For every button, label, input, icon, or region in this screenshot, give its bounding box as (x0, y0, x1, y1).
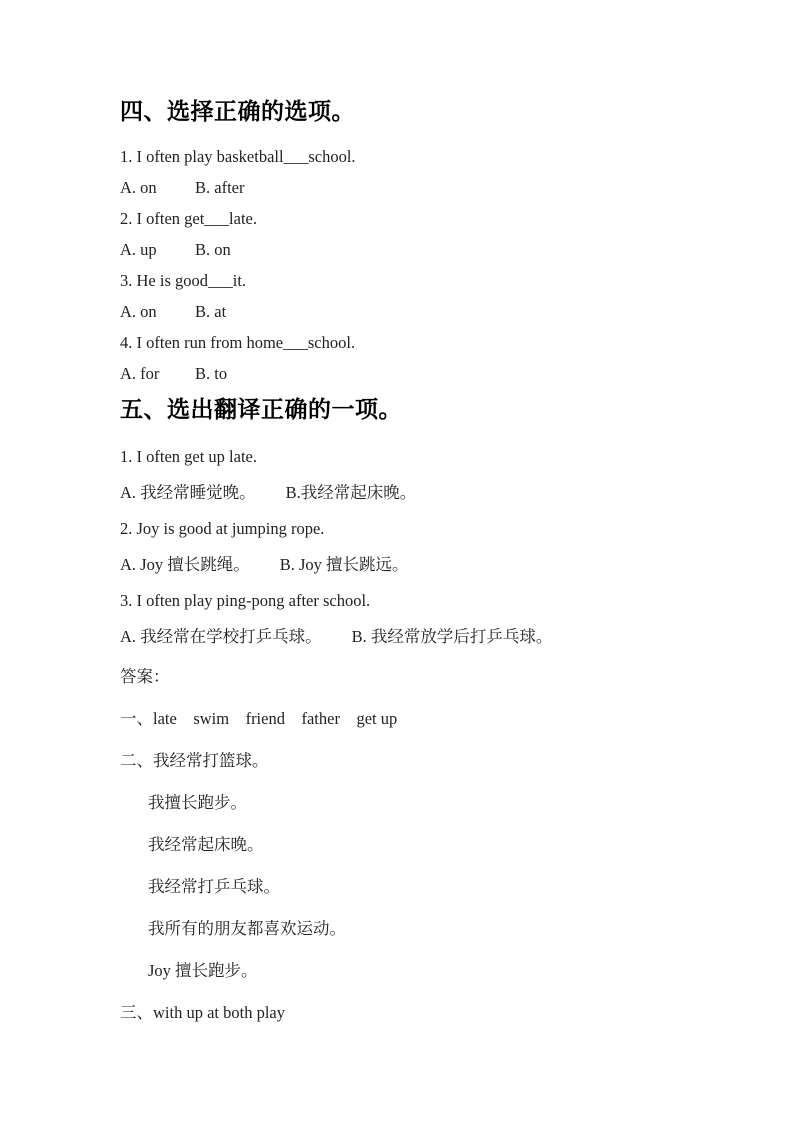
answer-section-two-line: 我经常打乒乓球。 (148, 877, 280, 896)
s4-question-1-prompt: 1. I often play basketball___school. (120, 147, 356, 166)
s4-question-3-prompt: 3. He is good___it. (120, 271, 247, 290)
s5-q1-option-a: A. 我经常睡觉晚。 (120, 483, 256, 502)
section-five-heading: 五、选出翻译正确的一项。 (120, 396, 402, 422)
s5-question-1-prompt: 1. I often get up late. (120, 447, 257, 466)
s4-question-2-options (120, 240, 683, 259)
section-four-heading: 四、选择正确的选项。 (120, 98, 355, 124)
s4-question-2-prompt: 2. I often get___late. (120, 209, 257, 228)
s4-q3-option-b: B. at (195, 302, 227, 321)
s5-question-3-prompt: 3. I often play ping-pong after school. (120, 591, 371, 610)
s4-q1-option-a: A. on (120, 178, 157, 197)
s5-q3-option-a: A. 我经常在学校打乒乓球。 (120, 627, 322, 646)
s4-q3-option-a: A. on (120, 302, 157, 321)
s5-question-1-options (120, 483, 683, 503)
s4-question-4-prompt: 4. I often run from home___school. (120, 333, 356, 352)
s4-q4-option-a: A. for (120, 364, 160, 383)
s5-q2-option-b: B. Joy 擅长跳远。 (279, 555, 409, 574)
answer-section-two-line: 我擅长跑步。 (148, 793, 247, 812)
answer-section-two-line: 我经常起床晚。 (148, 835, 264, 854)
s4-q2-option-a: A. up (120, 240, 157, 259)
answer-section-two-line: Joy 擅长跑步。 (148, 961, 258, 980)
s5-q1-option-b: B.我经常起床晚。 (285, 483, 417, 502)
answer-section-two-line: 我所有的朋友都喜欢运动。 (148, 919, 346, 938)
s4-q2-option-b: B. on (195, 240, 231, 259)
s5-question-2-prompt: 2. Joy is good at jumping rope. (120, 519, 325, 538)
answers-label: 答案： (120, 667, 170, 686)
s5-question-2-options (120, 555, 683, 575)
answer-section-two-first: 二、我经常打篮球。 (120, 751, 269, 770)
s5-q2-option-a: A. Joy 擅长跳绳。 (120, 555, 250, 574)
s4-question-1-options (120, 178, 683, 197)
answer-section-three: 三、with up at both play (120, 1003, 285, 1022)
answer-section-one: 一、late swim friend father get up (120, 709, 398, 728)
s4-question-4-options (120, 364, 683, 383)
s5-question-3-options (120, 627, 683, 647)
s4-q4-option-b: B. to (195, 364, 228, 383)
s5-q3-option-b: B. 我经常放学后打乒乓球。 (351, 627, 553, 646)
s4-question-3-options (120, 302, 683, 321)
s4-q1-option-b: B. after (195, 178, 245, 197)
